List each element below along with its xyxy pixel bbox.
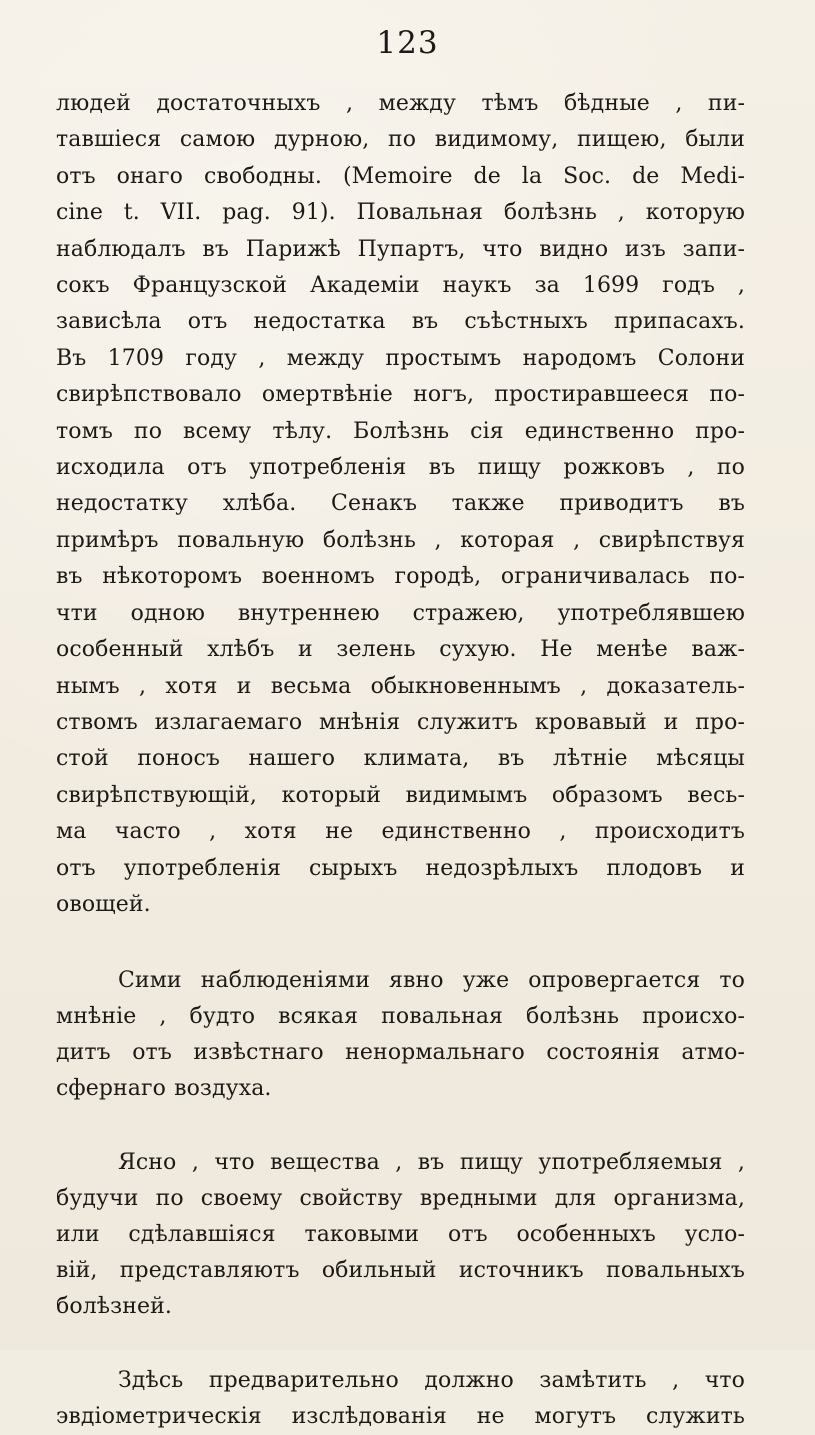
text-line: будучи по своему свойству вредными для организма, <box>56 1186 745 1212</box>
text-line: овощей. <box>56 891 151 917</box>
text-line: тавшіеся самою дурною, по видимому, пищею, были <box>56 127 745 153</box>
text-line: эвдіометрическія изслѣдованія не могутъ служить <box>56 1404 745 1430</box>
text-line: свирѣпствовало омертвѣніе ногъ, простиравшееся по- <box>56 382 745 408</box>
page-number: 123 <box>376 25 439 61</box>
text-line: въ нѣкоторомъ военномъ городѣ, ограничивалась по- <box>56 564 745 590</box>
paragraph-4 <box>56 1363 745 1435</box>
text-line: недостатку хлѣба. Сенакъ также приводитъ въ <box>56 491 745 517</box>
text-line: сфернаго воздуха. <box>56 1076 272 1102</box>
text-line: ма часто , хотя не единственно , происходитъ <box>56 819 745 845</box>
text-line: людей достаточныхъ , между тѣмъ бѣдные , пи- <box>56 91 745 116</box>
text-line: отъ онаго свободны. (Memoire de la Soc. de Medi- <box>56 163 745 189</box>
text-line: или сдѣлавшіяся таковыми отъ особенныхъ усло- <box>56 1222 745 1248</box>
text-line: отъ употребленія сырыхъ недозрѣлыхъ плодовъ и <box>56 855 745 881</box>
text-line: чти одною внутреннею стражею, употреблявшею <box>56 600 745 626</box>
text-line: особенный хлѣбъ и зелень сухую. Не менѣе важ- <box>56 637 745 663</box>
text-line: исходила отъ употребленія въ пищу рожковъ , по <box>56 455 745 481</box>
text-line: Здѣсь предварительно должно замѣтить , что <box>118 1368 745 1394</box>
text-line: свирѣпствующій, который видимымъ образомъ весь- <box>56 782 745 808</box>
text-line: Сими наблюденіями явно уже опровергается то <box>118 968 745 994</box>
text-line: сокъ Французской Академіи наукъ за 1699 годъ , <box>56 273 745 299</box>
text-line: Въ 1709 году , между простымъ народомъ Солони <box>56 345 745 371</box>
text-line: зависѣла отъ недостатка въ съѣстныхъ припасахъ. <box>56 309 745 335</box>
text-line: вій, представляютъ обильный источникъ повальныхъ <box>56 1258 745 1284</box>
text-line: стой поносъ нашего климата, въ лѣтніе мѣсяцы <box>56 746 745 772</box>
text-line: дитъ отъ извѣстнаго ненормальнаго состоянія атмо- <box>56 1040 745 1066</box>
text-line: Ясно , что вещества , въ пищу употребляемыя , <box>118 1150 745 1176</box>
text-line: ствомъ излагаемаго мнѣнія служитъ кровавый и про- <box>56 709 745 735</box>
paragraph-1 <box>56 86 745 923</box>
paragraph-2 <box>56 963 745 1107</box>
text-line: мнѣніе , будто всякая повальная болѣзнь происхо- <box>56 1004 745 1030</box>
paragraph-spacing <box>56 1325 745 1363</box>
text-line: болѣзней. <box>56 1294 172 1320</box>
text-line: наблюдалъ въ Парижѣ Пупартъ, что видно изъ запи- <box>56 236 745 262</box>
text-line: cine t. VII. pag. 91). Повальная болѣзнь , которую <box>56 200 745 226</box>
text-line: томъ по всему тѣлу. Болѣзнь сія единственно про- <box>56 418 745 444</box>
paragraph-spacing <box>56 1107 745 1145</box>
page-body <box>56 86 745 1435</box>
text-line: нымъ , хотя и весьма обыкновеннымъ , доказатель- <box>56 673 745 699</box>
text-line: примѣръ повальную болѣзнь , которая , свирѣпствуя <box>56 527 745 553</box>
paragraph-3 <box>56 1145 745 1325</box>
paragraph-spacing <box>56 923 745 963</box>
